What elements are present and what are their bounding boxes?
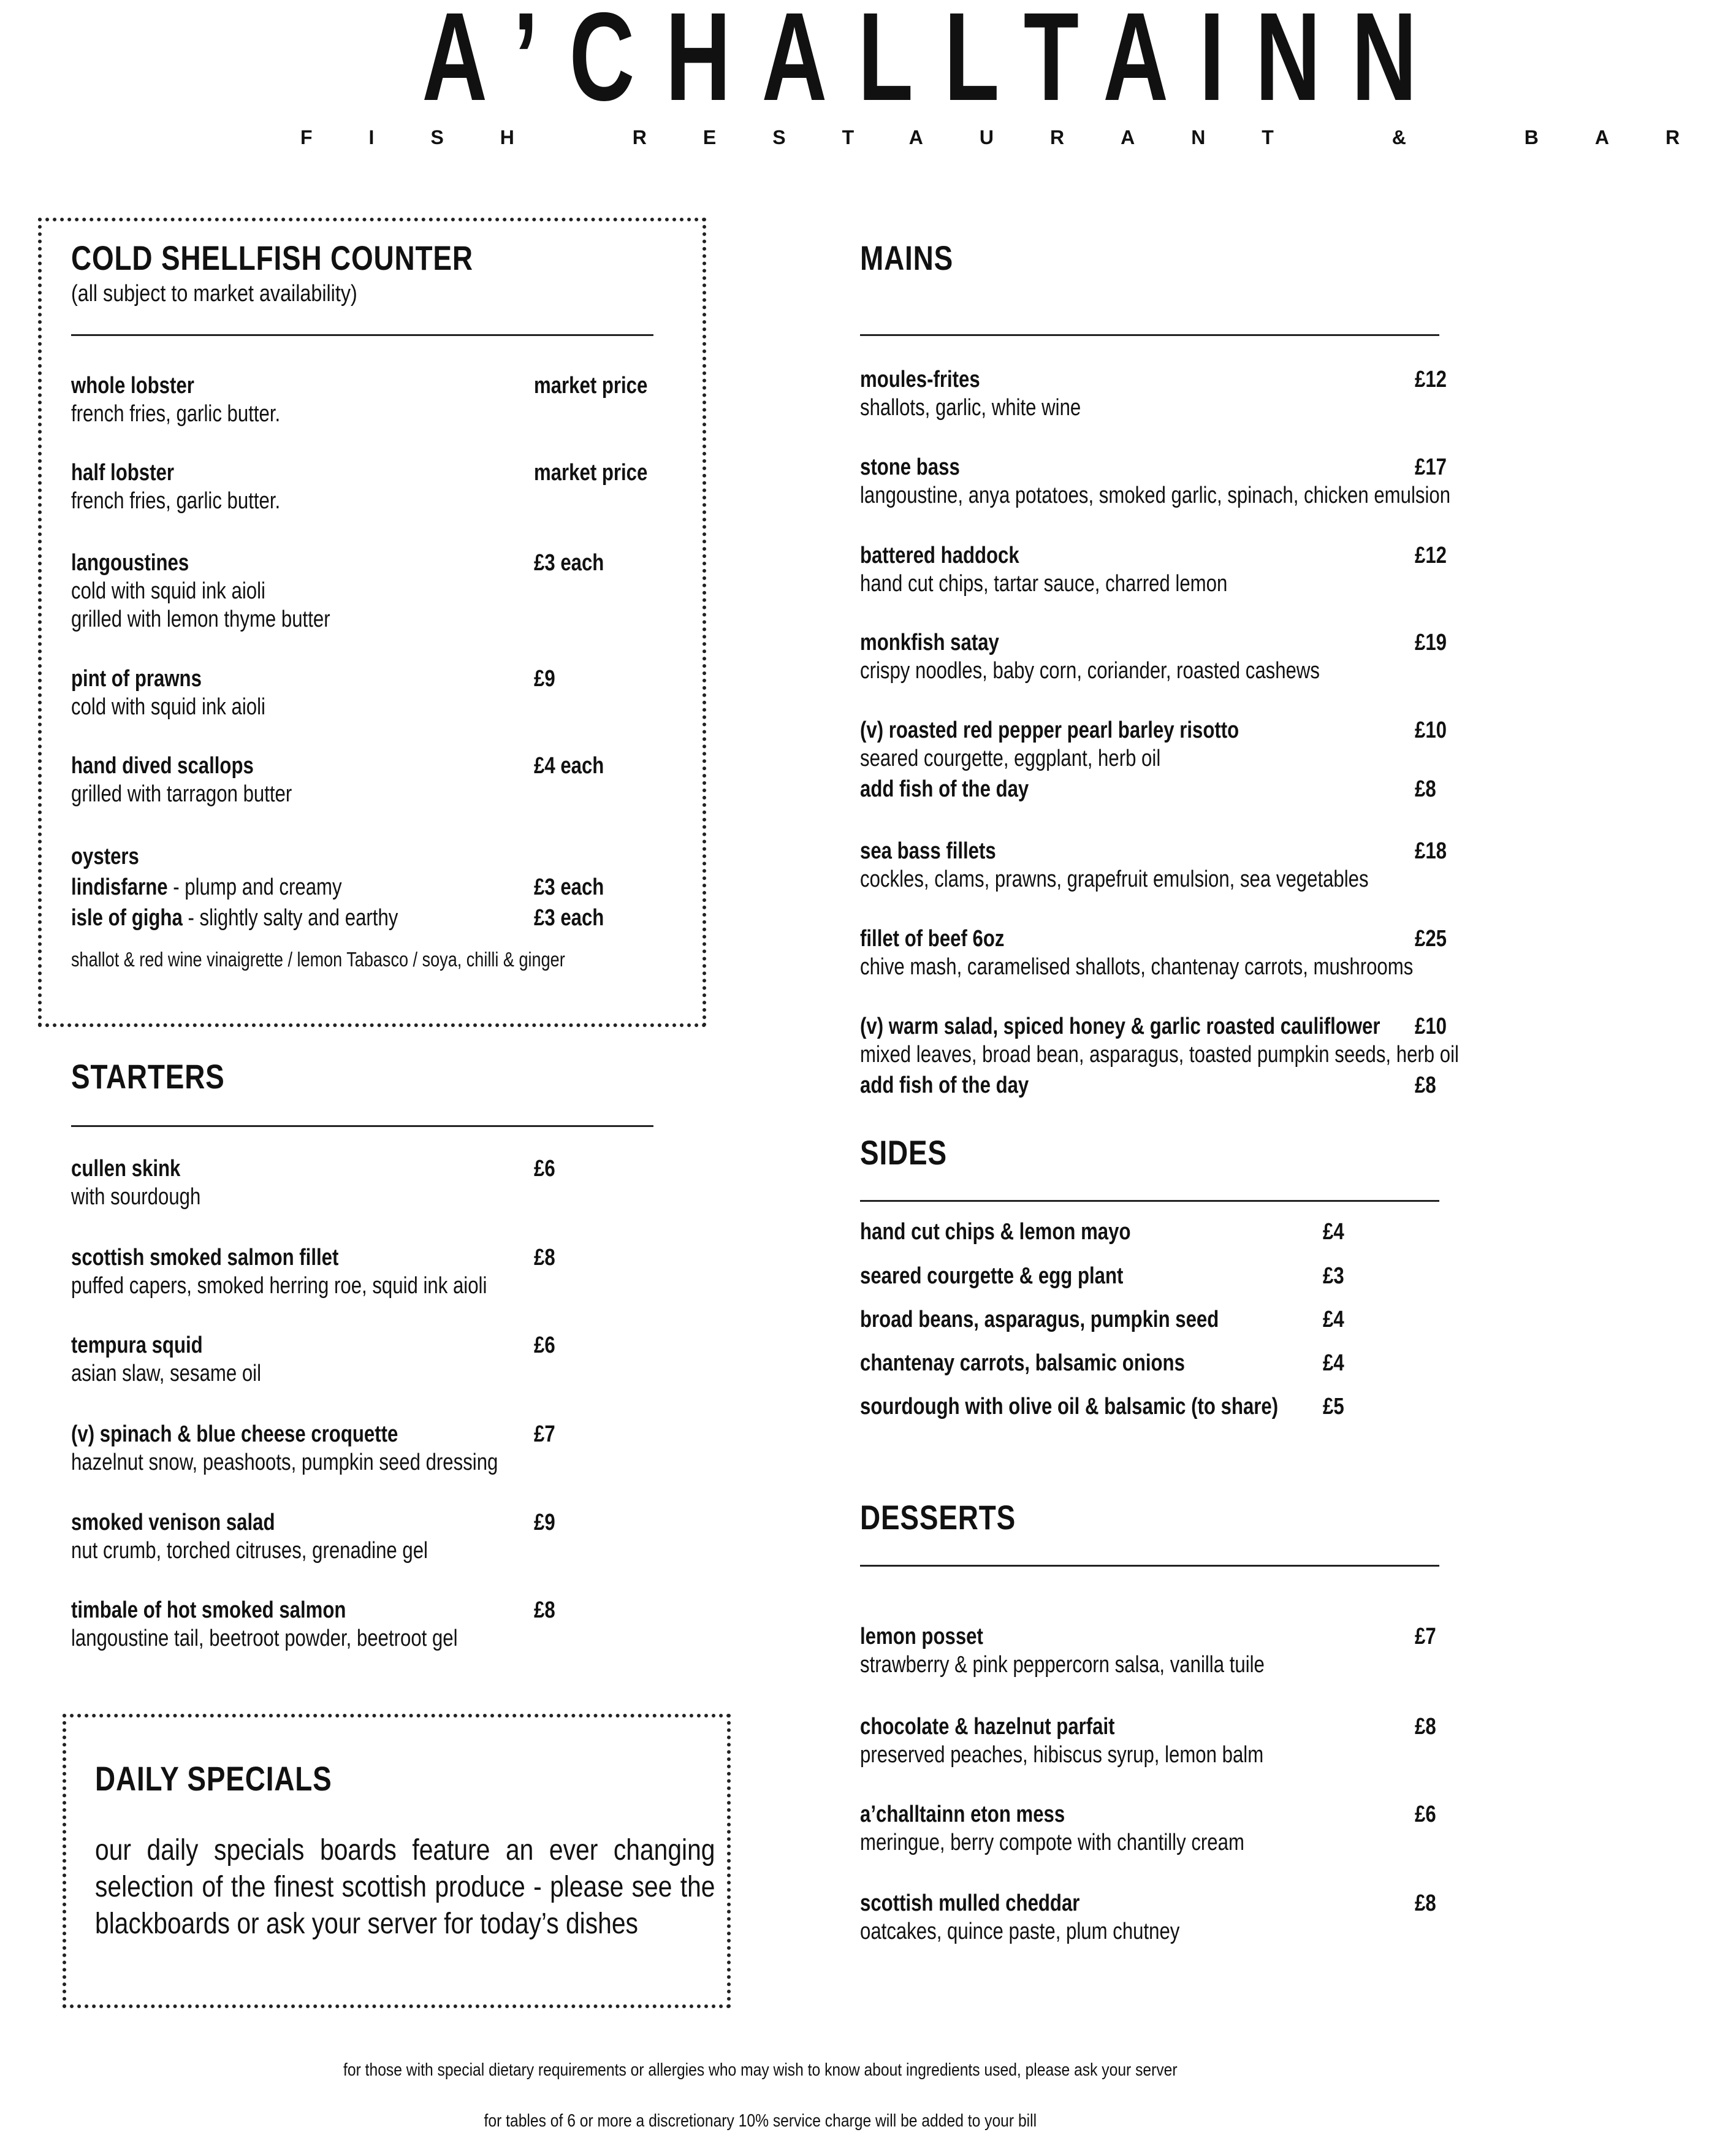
item-desc: with sourdough xyxy=(71,1184,201,1210)
item-desc-secondary: grilled with lemon thyme butter xyxy=(71,606,330,632)
item-desc: mixed leaves, broad bean, asparagus, toasted pumpkin seeds, herb oil xyxy=(860,1042,1459,1068)
item-price: £4 xyxy=(1323,1219,1344,1245)
item-price: £19 xyxy=(1415,630,1447,655)
item-desc: french fries, garlic butter. xyxy=(71,401,281,427)
item-price: £18 xyxy=(1415,838,1447,864)
sides-divider xyxy=(860,1200,1439,1202)
item-name: broad beans, asparagus, pumpkin seed xyxy=(860,1307,1219,1332)
item-price: £10 xyxy=(1415,1014,1447,1039)
item-price: market price xyxy=(534,373,648,399)
oyster-dressings: shallot & red wine vinaigrette / lemon Tabasco / soya, chilli & ginger xyxy=(71,948,565,971)
item-name: scottish smoked salmon fillet xyxy=(71,1245,339,1270)
item-desc: cold with squid ink aioli xyxy=(71,694,265,720)
item-desc: puffed capers, smoked herring roe, squid ink aioli xyxy=(71,1273,487,1299)
desserts-divider xyxy=(860,1565,1439,1567)
item-price: £6 xyxy=(1415,1801,1436,1827)
item-price: £12 xyxy=(1415,367,1447,392)
item-price: market price xyxy=(534,460,648,486)
oyster-variety xyxy=(71,874,342,901)
item-price: £4 each xyxy=(534,753,604,779)
oyster-desc: - plump and creamy xyxy=(167,874,342,900)
item-desc: preserved peaches, hibiscus syrup, lemon balm xyxy=(860,1742,1264,1768)
item-name: monkfish satay xyxy=(860,630,999,655)
item-desc: shallots, garlic, white wine xyxy=(860,395,1081,421)
item-desc: cockles, clams, prawns, grapefruit emulsion, sea vegetables xyxy=(860,866,1369,892)
item-name: chantenay carrots, balsamic onions xyxy=(860,1350,1185,1376)
item-price: £4 xyxy=(1323,1350,1344,1376)
item-desc: seared courgette, eggplant, herb oil xyxy=(860,746,1161,771)
item-addon-price: £8 xyxy=(1415,776,1436,802)
item-desc: langoustine, anya potatoes, smoked garlic, spinach, chicken emulsion xyxy=(860,483,1451,508)
starters-divider xyxy=(71,1125,653,1127)
item-price: £8 xyxy=(1415,1714,1436,1740)
mains-title: MAINS xyxy=(860,239,954,277)
restaurant-name: A’CHALLTAINN xyxy=(422,0,1448,127)
item-desc: hand cut chips, tartar sauce, charred lemon xyxy=(860,571,1228,597)
item-name: whole lobster xyxy=(71,373,194,399)
item-name: stone bass xyxy=(860,454,960,480)
item-desc: langoustine tail, beetroot powder, beetroot gel xyxy=(71,1626,458,1651)
starters-title: STARTERS xyxy=(71,1057,225,1096)
item-name: pint of prawns xyxy=(71,666,202,692)
item-price: £12 xyxy=(1415,543,1447,568)
item-desc: cold with squid ink aioli xyxy=(71,578,265,604)
item-price: £17 xyxy=(1415,454,1447,480)
oyster-price: £3 each xyxy=(534,905,604,931)
item-price: £3 each xyxy=(534,550,604,576)
item-price: £8 xyxy=(534,1597,555,1623)
oyster-name: lindisfarne xyxy=(71,874,168,900)
daily-specials-text: our daily specials boards feature an ever changing selection of the finest scottish produce - please see the blackboards or ask your server for today’s dishes xyxy=(95,1834,715,1940)
daily-specials-title: DAILY SPECIALS xyxy=(95,1759,332,1798)
item-price: £3 xyxy=(1323,1263,1344,1289)
item-price: £6 xyxy=(534,1156,555,1182)
item-price: £10 xyxy=(1415,717,1447,743)
item-addon: add fish of the day xyxy=(860,776,1029,802)
item-name: half lobster xyxy=(71,460,174,486)
item-name: sea bass fillets xyxy=(860,838,996,864)
oyster-desc: - slightly salty and earthy xyxy=(182,905,398,931)
item-price: £25 xyxy=(1415,926,1447,952)
item-name: battered haddock xyxy=(860,543,1019,568)
restaurant-tagline: FISH RESTAURANT & BAR xyxy=(300,126,1736,148)
cold-shellfish-note: (all subject to market availability) xyxy=(71,281,357,307)
item-name: hand cut chips & lemon mayo xyxy=(860,1219,1131,1245)
item-name: hand dived scallops xyxy=(71,753,254,779)
item-name: tempura squid xyxy=(71,1332,203,1358)
item-price: £8 xyxy=(534,1245,555,1270)
oyster-price: £3 each xyxy=(534,874,604,900)
item-addon: add fish of the day xyxy=(860,1072,1029,1098)
item-name: cullen skink xyxy=(71,1156,181,1182)
cold-shellfish-divider xyxy=(71,334,653,336)
item-price: £5 xyxy=(1323,1394,1344,1419)
item-name: chocolate & hazelnut parfait xyxy=(860,1714,1115,1740)
item-price: £9 xyxy=(534,666,555,692)
item-desc: strawberry & pink peppercorn salsa, vanilla tuile xyxy=(860,1652,1265,1678)
allergy-notice-text: for those with special dietary requirements or allergies who may wish to know about ingredients used, please ask your server xyxy=(343,2060,1178,2080)
item-name: scottish mulled cheddar xyxy=(860,1890,1080,1916)
item-desc: crispy noodles, baby corn, coriander, roasted cashews xyxy=(860,658,1320,684)
item-price: £7 xyxy=(534,1421,555,1447)
oysters-heading: oysters xyxy=(71,844,139,869)
item-name: moules-frites xyxy=(860,367,980,392)
item-price: £6 xyxy=(534,1332,555,1358)
item-desc: hazelnut snow, peashoots, pumpkin seed dressing xyxy=(71,1450,498,1475)
item-addon-price: £8 xyxy=(1415,1072,1436,1098)
item-name: smoked venison salad xyxy=(71,1510,275,1535)
mains-divider xyxy=(860,334,1439,336)
item-desc: asian slaw, sesame oil xyxy=(71,1361,262,1386)
allergy-notice xyxy=(0,2060,1521,2080)
desserts-title: DESSERTS xyxy=(860,1498,1016,1537)
service-charge-text: for tables of 6 or more a discretionary 10% service charge will be added to your bill xyxy=(484,2111,1037,2131)
item-desc: french fries, garlic butter. xyxy=(71,488,281,514)
item-price: £9 xyxy=(534,1510,555,1535)
oyster-variety xyxy=(71,905,398,931)
service-charge-notice xyxy=(0,2111,1521,2131)
item-name: (v) spinach & blue cheese croquette xyxy=(71,1421,398,1447)
item-desc: grilled with tarragon butter xyxy=(71,781,292,807)
item-desc: chive mash, caramelised shallots, chantenay carrots, mushrooms xyxy=(860,954,1414,980)
cold-shellfish-title: COLD SHELLFISH COUNTER xyxy=(71,239,473,277)
item-name: a’challtainn eton mess xyxy=(860,1801,1065,1827)
oyster-name: isle of gigha xyxy=(71,905,183,931)
item-name: fillet of beef 6oz xyxy=(860,926,1005,952)
item-name: lemon posset xyxy=(860,1624,983,1649)
sides-title: SIDES xyxy=(860,1133,947,1172)
item-name: (v) roasted red pepper pearl barley risotto xyxy=(860,717,1239,743)
item-desc: meringue, berry compote with chantilly cream xyxy=(860,1830,1244,1855)
item-price: £8 xyxy=(1415,1890,1436,1916)
item-desc: nut crumb, torched citruses, grenadine gel xyxy=(71,1538,428,1564)
item-name: sourdough with olive oil & balsamic (to share) xyxy=(860,1394,1279,1419)
item-price: £4 xyxy=(1323,1307,1344,1332)
item-name: seared courgette & egg plant xyxy=(860,1263,1124,1289)
item-name: (v) warm salad, spiced honey & garlic roasted cauliflower xyxy=(860,1014,1380,1039)
item-price: £7 xyxy=(1415,1624,1436,1649)
item-name: timbale of hot smoked salmon xyxy=(71,1597,346,1623)
item-desc: oatcakes, quince paste, plum chutney xyxy=(860,1919,1180,1944)
item-name: langoustines xyxy=(71,550,189,576)
